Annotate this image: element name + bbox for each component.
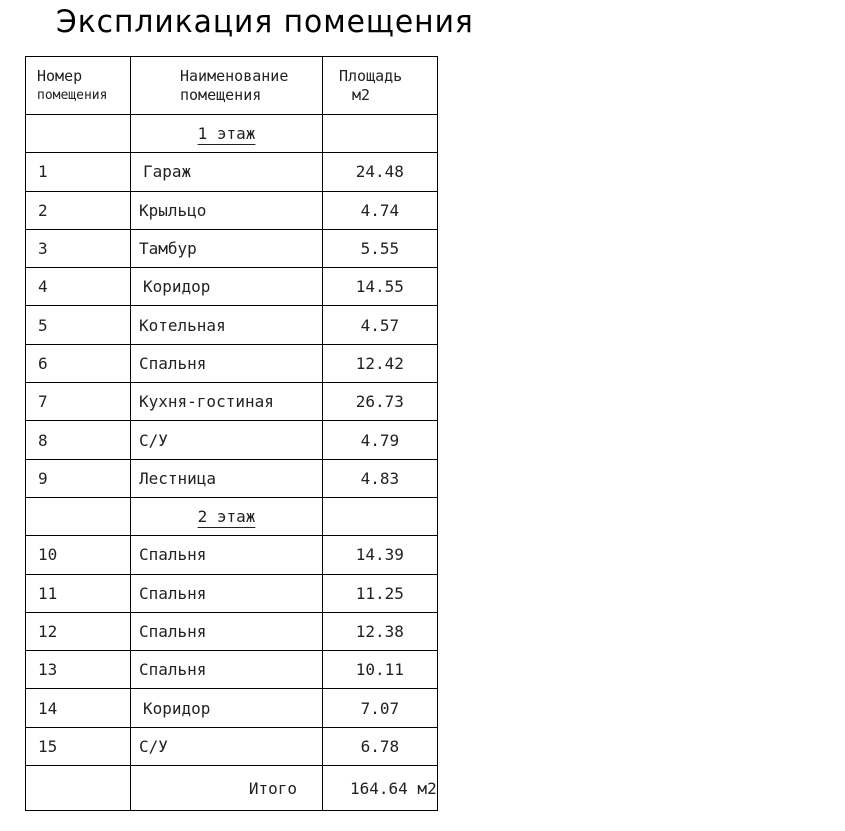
table-row [26,383,438,421]
room-number: 3 [26,229,131,267]
room-area: 7.07 [323,689,438,727]
room-name: Лестница [131,459,323,497]
header-room-name [131,57,323,115]
header-room-number-line1: Номер [37,66,83,85]
room-name: Крыльцо [131,191,323,229]
table-row [26,421,438,459]
total-area: 164.64 м2 [323,766,438,811]
total-row [26,766,438,811]
table-row [26,727,438,765]
table-row [26,612,438,650]
room-name: Тамбур [131,229,323,267]
room-name: Спальня [131,651,323,689]
room-name: С/У [131,727,323,765]
room-number: 9 [26,459,131,497]
table-header-row [26,57,438,115]
room-name: С/У [131,421,323,459]
table-row [26,268,438,306]
room-number: 13 [26,651,131,689]
page-title: Экспликация помещения [56,4,474,40]
floor-row [26,115,438,153]
table-row [26,153,438,191]
header-area-unit: м2 [352,85,371,104]
header-room-name-line1: Наименование [180,66,289,85]
room-area: 14.39 [323,536,438,574]
room-name: Котельная [131,306,323,344]
room-area: 12.38 [323,612,438,650]
table-row [26,459,438,497]
room-number: 7 [26,383,131,421]
room-name: Спальня [131,574,323,612]
room-number: 4 [26,268,131,306]
header-room-number-line2: помещения [37,87,108,103]
room-area: 26.73 [323,383,438,421]
room-name: Спальня [131,612,323,650]
room-area: 11.25 [323,574,438,612]
header-area-line1: Площадь [339,66,403,85]
room-number: 8 [26,421,131,459]
room-number: 1 [26,153,131,191]
room-name: Гараж [131,153,323,191]
table-row [26,536,438,574]
room-area: 4.74 [323,191,438,229]
room-number: 2 [26,191,131,229]
table-row [26,344,438,382]
header-area [323,57,438,115]
table-row [26,229,438,267]
room-area: 4.57 [323,306,438,344]
room-name: Коридор [131,689,323,727]
room-number: 14 [26,689,131,727]
table-row [26,191,438,229]
room-area: 10.11 [323,651,438,689]
room-number: 12 [26,612,131,650]
room-name: Коридор [131,268,323,306]
room-area: 6.78 [323,727,438,765]
floor-label: 2 этаж [131,497,323,535]
room-name: Спальня [131,536,323,574]
table-row [26,574,438,612]
table-row [26,689,438,727]
room-number: 11 [26,574,131,612]
floor-row [26,497,438,535]
room-number: 15 [26,727,131,765]
header-room-name-line2: помещения [180,85,262,104]
header-room-number [26,57,131,115]
room-number: 10 [26,536,131,574]
room-area: 5.55 [323,229,438,267]
room-area: 4.79 [323,421,438,459]
table-row [26,306,438,344]
room-area: 24.48 [323,153,438,191]
floor-label: 1 этаж [131,115,323,153]
room-explication-table [25,56,438,811]
room-number: 6 [26,344,131,382]
room-area: 4.83 [323,459,438,497]
table-row [26,651,438,689]
total-label: Итого [131,766,323,811]
room-name: Спальня [131,344,323,382]
room-area: 14.55 [323,268,438,306]
room-name: Кухня-гостиная [131,383,323,421]
room-area: 12.42 [323,344,438,382]
room-number: 5 [26,306,131,344]
